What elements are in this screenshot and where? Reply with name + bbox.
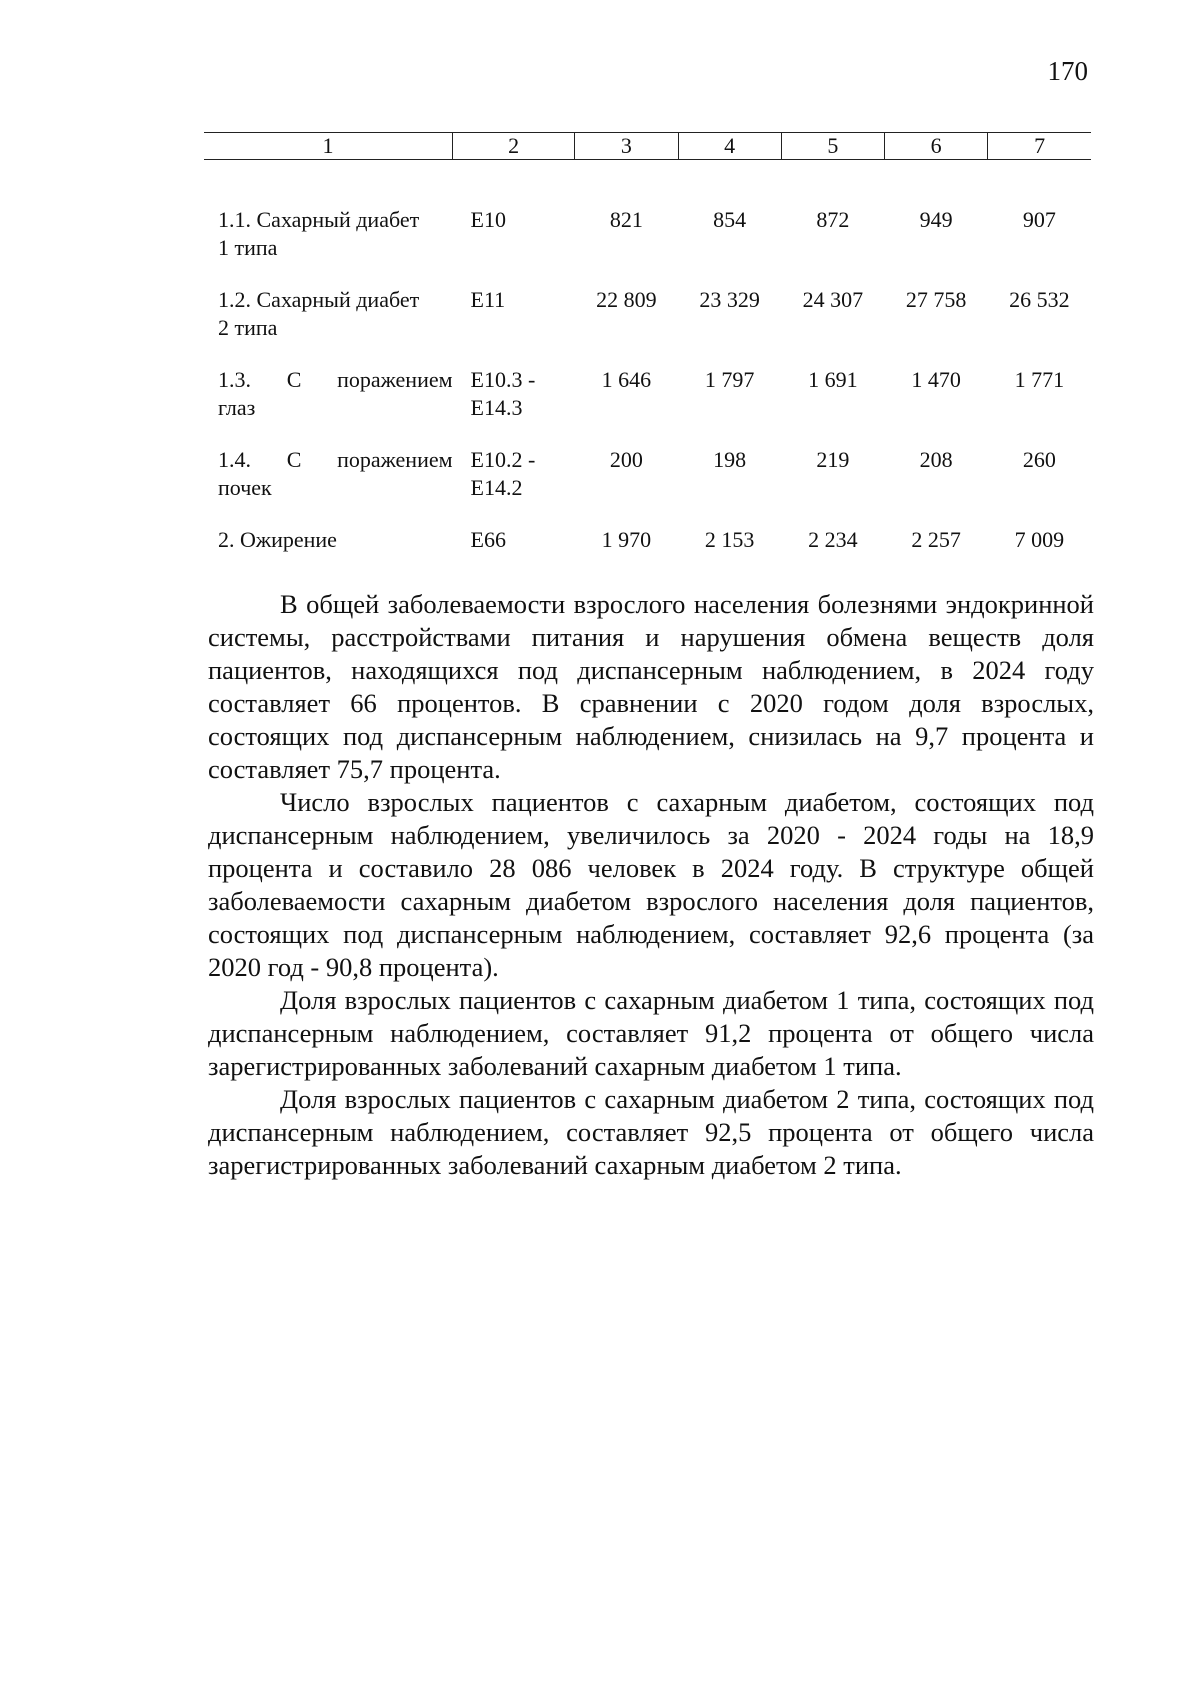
column-header: 1: [204, 133, 453, 160]
row-code-line: E66: [470, 527, 506, 552]
paragraph: В общей заболеваемости взрослого населения болезнями эндокринной системы, расстройствами питания и нарушения обмена веществ доля пациентов, находящихся под диспансерным наблюдением, в 2024 году составляет 66 процентов. В сравнении с 2020 годом доля взрослых, состоящих под диспансерным наблюдением, снизилась на 9,7 процента и составляет 75,7 процента.: [208, 589, 1094, 784]
row-name-line: 1.1. Сахарный диабет: [218, 207, 420, 232]
row-value: 260: [1022, 447, 1056, 472]
row-value: 22 809: [596, 287, 657, 312]
row-value: 24 307: [802, 287, 864, 312]
row-name-line: 2. Ожирение: [218, 527, 337, 552]
row-value: 208: [919, 447, 953, 472]
row-value: 26 532: [1009, 287, 1070, 312]
row-code-line: E10.2 -: [470, 447, 536, 472]
table-row: [204, 446, 1091, 526]
row-name-line: 1.3. С поражением: [218, 367, 453, 392]
row-value: 198: [713, 447, 747, 472]
row-value: 1 797: [704, 367, 755, 392]
table-header: [204, 133, 1091, 160]
row-value: 2 257: [911, 527, 961, 552]
row-name-line: 1.2. Сахарный диабет: [218, 287, 420, 312]
text-body: [208, 588, 1094, 1182]
row-value: 200: [609, 447, 643, 472]
row-value: 23 329: [699, 287, 760, 312]
row-value: 2 153: [704, 527, 755, 552]
row-code-line: E10: [470, 207, 506, 232]
table-row: [204, 286, 1091, 366]
row-code: [453, 160, 575, 287]
row-value: 1 771: [1014, 367, 1065, 392]
row-code: [453, 366, 575, 446]
row-value: 854: [713, 207, 747, 232]
row-value: 1 470: [911, 367, 961, 392]
row-value: 872: [816, 207, 850, 232]
column-header: 6: [884, 133, 987, 160]
row-value: 27 758: [905, 287, 967, 312]
row-name: [204, 160, 453, 287]
row-name-line: 1.4. С поражением: [218, 447, 453, 472]
row-name-line: глаз: [218, 395, 256, 420]
row-name-line: 1 типа: [218, 235, 278, 260]
row-value: 7 009: [1014, 527, 1065, 552]
table-body: [204, 160, 1091, 607]
row-code-line: E11: [470, 287, 506, 312]
row-name: [204, 286, 453, 366]
row-name-line: почек: [218, 475, 272, 500]
row-code: [453, 446, 575, 526]
column-header: 4: [678, 133, 781, 160]
table-row: [204, 366, 1091, 446]
row-value: 907: [1022, 207, 1056, 232]
row-value: 1 970: [601, 527, 652, 552]
row-value: 2 234: [808, 527, 858, 552]
table-header-row: [204, 133, 1091, 160]
paragraph: Доля взрослых пациентов с сахарным диабетом 1 типа, состоящих под диспансерным наблюдением, составляет 91,2 процента от общего числа зарегистрированных заболеваний сахарным диабетом 1 типа.: [208, 985, 1094, 1081]
row-value: 219: [816, 447, 850, 472]
row-code-line: E14.2: [470, 475, 523, 500]
page-number: 170: [1047, 56, 1088, 86]
data-table: [204, 132, 1091, 606]
row-code-line: E14.3: [470, 395, 523, 420]
paragraph: Доля взрослых пациентов с сахарным диабетом 2 типа, состоящих под диспансерным наблюдением, составляет 92,5 процента от общего числа зарегистрированных заболеваний сахарным диабетом 2 типа.: [208, 1084, 1094, 1180]
column-header: 2: [453, 133, 575, 160]
column-header: 3: [575, 133, 678, 160]
row-name-line: 2 типа: [218, 315, 278, 340]
column-header: 5: [781, 133, 884, 160]
row-value: 821: [609, 207, 643, 232]
row-value: 949: [919, 207, 953, 232]
row-code: [453, 286, 575, 366]
row-name: [204, 366, 453, 446]
row-name: [204, 446, 453, 526]
row-value: 1 691: [808, 367, 858, 392]
row-code-line: E10.3 -: [470, 367, 536, 392]
row-value: 1 646: [601, 367, 652, 392]
column-header: 7: [988, 133, 1091, 160]
paragraph: Число взрослых пациентов с сахарным диабетом, состоящих под диспансерным наблюдением, увеличилось за 2020 - 2024 годы на 18,9 процента и составило 28 086 человек в 2024 году. В структуре общей заболеваемости сахарным диабетом взрослого населения доля пациентов, состоящих под диспансерным наблюдением, составляет 92,6 процента (за 2020 год - 90,8 процента).: [208, 787, 1094, 982]
table-row: [204, 160, 1091, 287]
